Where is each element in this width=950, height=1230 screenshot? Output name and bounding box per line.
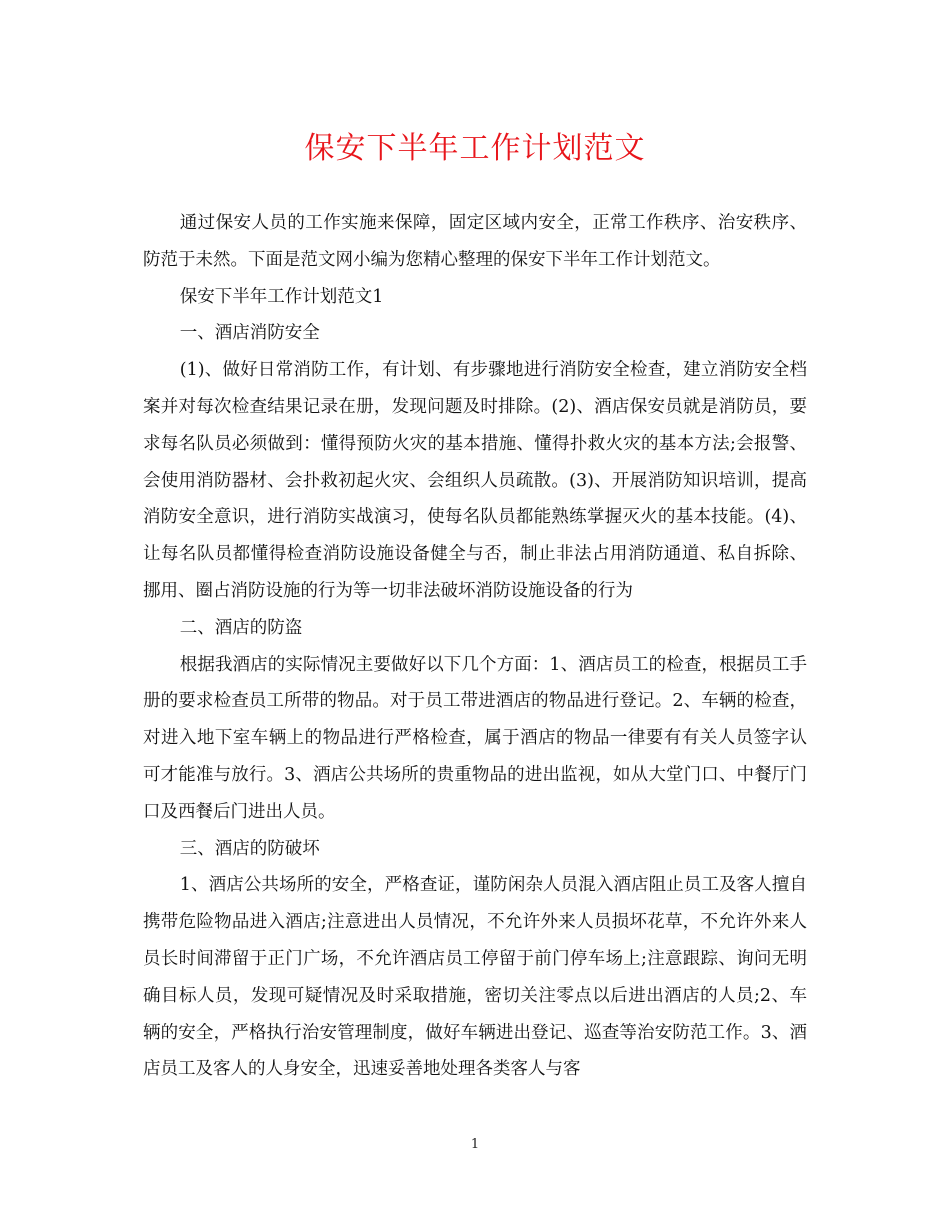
body-paragraph: 根据我酒店的实际情况主要做好以下几个方面：1、酒店员工的检查，根据员工手册的要求检查员工所带的物品。对于员工带进酒店的物品进行登记。2、车辆的检查，对进入地下室车辆上的物品进行严格检查，属于酒店的物品一律要有有关人员签字认可才能准与放行。3、酒店公共场所的贵重物品的进出监视，如从大堂门口、中餐厅门口及西餐后门进出人员。: [143, 654, 807, 822]
document-body: [143, 205, 807, 1088]
intro-paragraph: 通过保安人员的工作实施来保障，固定区域内安全，正常工作秩序、治安秩序、防范于未然。下面是范文网小编为您精心整理的保安下半年工作计划范文。: [143, 213, 807, 270]
section-heading: 保安下半年工作计划范文1: [179, 286, 384, 307]
section-heading: 三、酒店的防破坏: [179, 838, 320, 859]
page-number: 1: [470, 1137, 480, 1152]
body-paragraph: 1、酒店公共场所的安全，严格查证，谨防闲杂人员混入酒店阻止员工及客人擅自携带危险物品进入酒店;注意进出人员情况，不允许外来人员损坏花草，不允许外来人员长时间滞留于正门广场，不允许酒店员工停留于前门停车场上;注意跟踪、询问无明确目标人员，发现可疑情况及时采取措施，密切关注零点以后进出酒店的人员;2、车辆的安全，严格执行治安管理制度，做好车辆进出登记、巡查等治安防范工作。3、酒店员工及客人的人身安全，迅速妥善地处理各类客人与客: [143, 875, 807, 1080]
section-heading: 二、酒店的防盗: [179, 617, 303, 638]
document-title: 保安下半年工作计划范文: [304, 131, 646, 166]
body-paragraph: (1)、做好日常消防工作，有计划、有步骤地进行消防安全检查，建立消防安全档案并对每次检查结果记录在册，发现问题及时排除。(2)、酒店保安员就是消防员，要求每名队员必须做到：懂得预防火灾的基本措施、懂得扑救火灾的基本方法;会报警、会使用消防器材、会扑救初起火灾、会组织人员疏散。(3)、开展消防知识培训，提高消防安全意识，进行消防实战演习，使每名队员都能熟练掌握灭火的基本技能。(4)、让每名队员都懂得检查消防设施设备健全与否，制止非法占用消防通道、私自拆除、挪用、圈占消防设施的行为等一切非法破坏消防设施设备的行为: [143, 360, 807, 601]
section-heading: 一、酒店消防安全: [179, 323, 320, 344]
